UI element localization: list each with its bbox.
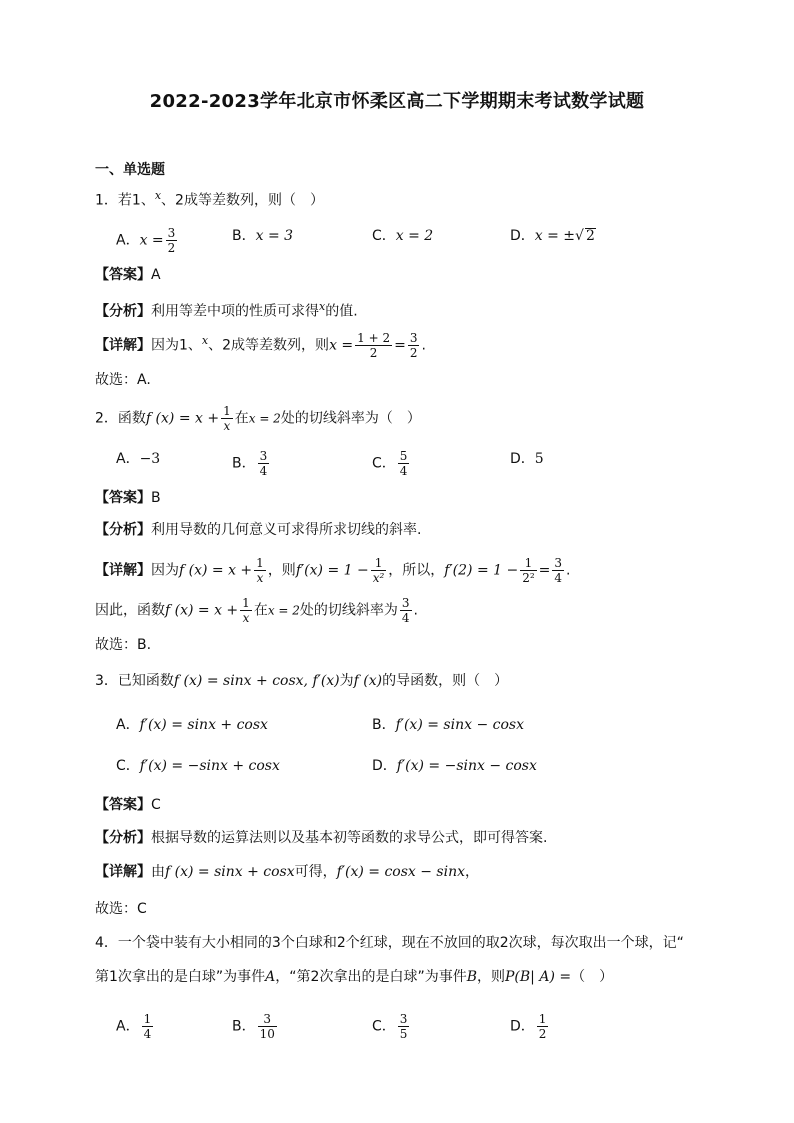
q2-conclusion: 故选：B. — [95, 637, 152, 653]
fraction: $\frac{1 + 2}{2}$ — [357, 331, 391, 361]
q3-option-b: B．f′(x) = sinx − cosx — [372, 717, 524, 733]
fraction: $\frac{1}{x}$ — [256, 556, 264, 585]
q3-answer: 【答案】C — [95, 797, 161, 813]
q4-stem-line1: 4．一个袋中装有大小相同的3个白球和2个红球，现在不放回的取2次球，每次取出一个球，记“ — [95, 935, 684, 951]
q2-option-c: C． $\frac{5}{4}$ — [372, 449, 408, 478]
fraction: $\frac{1}{\text{x²}}$ — [372, 556, 385, 585]
fraction: $\frac{1}{4}$ — [143, 1012, 152, 1041]
q2-answer: 【答案】B — [95, 490, 161, 506]
q1-conclusion: 故选：A. — [95, 372, 151, 388]
q3-stem: 3．已知函数f (x) = sinx + cosx, f′(x)为f (x)的导函数，则（ ） — [95, 673, 509, 689]
q3-analysis: 【分析】根据导数的运算法则以及基本初等函数的求导公式，即可得答案. — [95, 830, 548, 846]
q4-option-d: D． $\frac{1}{2}$ — [510, 1012, 547, 1041]
q1-analysis: 【分析】利用等差中项的性质可求得$^x$的值. — [95, 300, 358, 320]
q2-option-a: A．−3 — [116, 451, 161, 467]
q1-option-b: B．x = 3 — [232, 228, 294, 244]
page-title: 2022-2023学年北京市怀柔区高二下学期期末考试数学试题 — [149, 91, 645, 112]
fraction: $\frac{3}{4}$ — [401, 596, 410, 625]
fraction: $\frac{3}{10}$ — [259, 1012, 275, 1041]
fraction: $\frac{1}{x}$ — [223, 404, 231, 433]
q1-stem: 1．若1、$^x$、2成等差数列，则（ ） — [95, 189, 324, 209]
q2-detail-conclusion: 因此，函数f (x) = x + $\frac{1}{x}$ 在x = 2处的切线斜率为 $\frac{3}{4}$ . — [95, 596, 418, 625]
fraction: $\frac{3}{4}$ — [554, 556, 563, 585]
q3-option-c: C．f′(x) = −sinx + cosx — [116, 758, 280, 774]
q4-option-a: A． $\frac{1}{4}$ — [116, 1012, 152, 1041]
q4-option-b: B． $\frac{3}{10}$ — [232, 1012, 275, 1041]
fraction: $\frac{3}{2}$ — [167, 226, 176, 255]
q3-detail: 【详解】由f (x) = sinx + cosx可得，f′(x) = cosx − sinx， — [95, 864, 480, 880]
fraction: $\frac{1}{2}$ — [538, 1012, 547, 1041]
q4-option-c: C． $\frac{3}{5}$ — [372, 1012, 408, 1041]
q2-detail: 【详解】因为f (x) = x + $\frac{1}{x}$ ，则f′(x) = 1 − $\frac{1}{\text{x²}}$ ，所以，f′(2) = 1 − $\frac{1}{\text{2²}}$ = $\frac{3}{4}$ . — [95, 556, 571, 585]
q3-option-d: D．f′(x) = −sinx − cosx — [372, 758, 537, 774]
q2-stem: 2．函数f (x) = x + $\frac{1}{x}$ 在x = 2处的切线斜率为（ ） — [95, 404, 421, 433]
q2-option-b: B． $\frac{3}{4}$ — [232, 449, 268, 478]
q1-option-d: D．x = ±√ 2 — [510, 228, 595, 244]
q2-analysis: 【分析】利用导数的几何意义可求得所求切线的斜率. — [95, 522, 422, 538]
q3-option-a: A．f′(x) = sinx + cosx — [116, 717, 268, 733]
fraction: $\frac{3}{4}$ — [259, 449, 268, 478]
q1-option-c: C．x = 2 — [372, 228, 434, 244]
q1-option-a: A．x = $\frac{3}{2}$ — [116, 226, 176, 255]
q2-option-d: D．5 — [510, 451, 544, 467]
q1-detail: 【详解】因为1、$^x$、2成等差数列，则x = $\frac{1 + 2}{2}$ = $\frac{3}{2}$ . — [95, 331, 426, 361]
q1-answer: 【答案】A — [95, 267, 161, 283]
fraction: $\frac{1}{x}$ — [242, 596, 250, 625]
fraction: $\frac{3}{5}$ — [399, 1012, 408, 1041]
fraction: $\frac{1}{\text{2²}}$ — [522, 556, 535, 585]
q3-conclusion: 故选：C — [95, 901, 147, 917]
fraction: $\frac{5}{4}$ — [399, 449, 408, 478]
q4-stem-line2: 第1次拿出的是白球”为事件A，“第2次拿出的是白球”为事件B，则P(B| A) =（ ） — [95, 969, 614, 985]
fraction: $\frac{3}{2}$ — [409, 331, 418, 361]
section-heading: 一、单选题 — [95, 162, 165, 178]
